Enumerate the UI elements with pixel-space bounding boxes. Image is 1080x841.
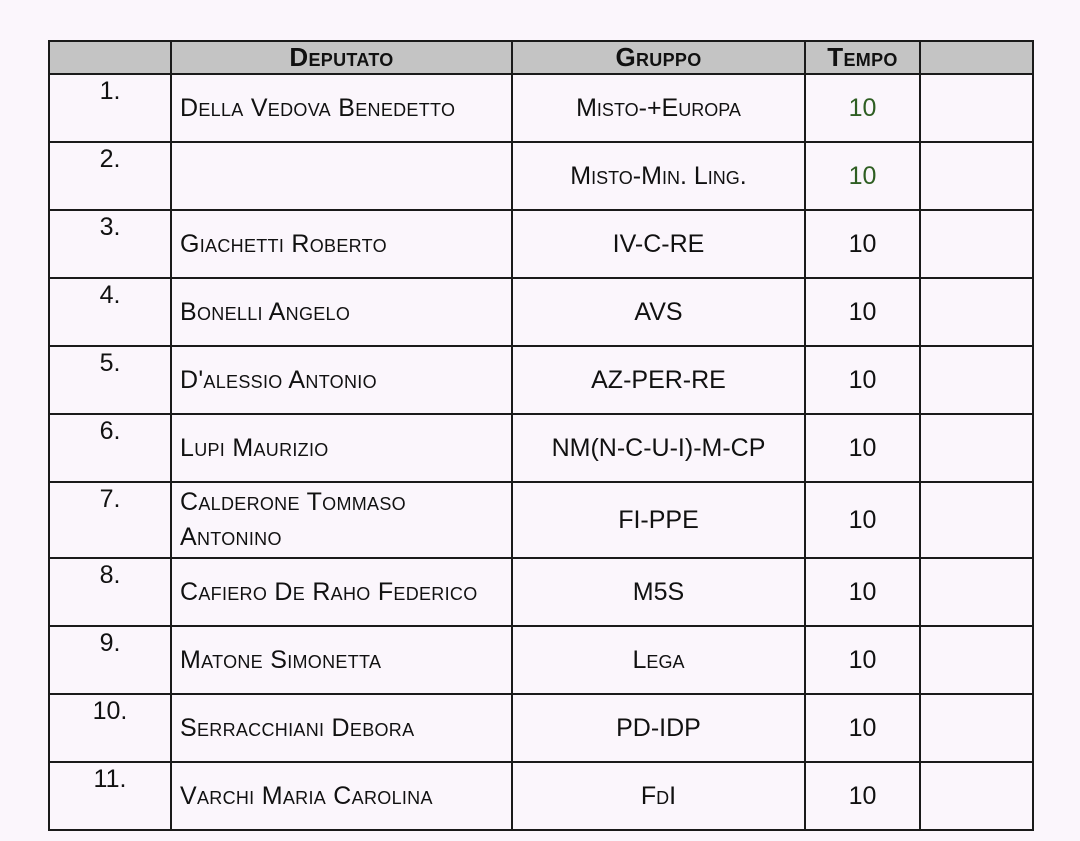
row-number: 1. xyxy=(49,74,171,142)
table-row xyxy=(49,558,1033,626)
extra-cell xyxy=(920,142,1033,210)
table-row xyxy=(49,414,1033,482)
time-value: 10 xyxy=(805,210,920,278)
header-extra xyxy=(920,41,1033,74)
deputy-name xyxy=(171,142,512,210)
time-value: 10 xyxy=(805,694,920,762)
extra-cell xyxy=(920,210,1033,278)
group-name: PD-IDP xyxy=(512,694,805,762)
speakers-table xyxy=(48,40,1034,831)
time-value: 10 xyxy=(805,346,920,414)
row-number: 10. xyxy=(49,694,171,762)
row-number: 7. xyxy=(49,482,171,558)
deputy-name: Matone Simonetta xyxy=(171,626,512,694)
group-name: NM(N-C-U-I)-M-CP xyxy=(512,414,805,482)
header-deputy: Deputato xyxy=(171,41,512,74)
extra-cell xyxy=(920,558,1033,626)
table-row xyxy=(49,346,1033,414)
group-name: Misto-+Europa xyxy=(512,74,805,142)
header-time: Tempo xyxy=(805,41,920,74)
time-value: 10 xyxy=(805,142,920,210)
table-row xyxy=(49,278,1033,346)
deputy-name: Giachetti Roberto xyxy=(171,210,512,278)
group-name: Misto-Min. Ling. xyxy=(512,142,805,210)
table-row xyxy=(49,762,1033,830)
deputy-name: Cafiero De Raho Federico xyxy=(171,558,512,626)
extra-cell xyxy=(920,762,1033,830)
table-row xyxy=(49,626,1033,694)
deputy-name: Bonelli Angelo xyxy=(171,278,512,346)
time-value: 10 xyxy=(805,762,920,830)
row-number: 4. xyxy=(49,278,171,346)
group-name: Lega xyxy=(512,626,805,694)
extra-cell xyxy=(920,346,1033,414)
group-name: AVS xyxy=(512,278,805,346)
row-number: 6. xyxy=(49,414,171,482)
time-value: 10 xyxy=(805,74,920,142)
row-number: 11. xyxy=(49,762,171,830)
deputy-name: D'alessio Antonio xyxy=(171,346,512,414)
row-number: 2. xyxy=(49,142,171,210)
time-value: 10 xyxy=(805,558,920,626)
table-row xyxy=(49,482,1033,558)
table-row xyxy=(49,694,1033,762)
time-value: 10 xyxy=(805,414,920,482)
header-group: Gruppo xyxy=(512,41,805,74)
deputy-name: Serracchiani Debora xyxy=(171,694,512,762)
row-number: 5. xyxy=(49,346,171,414)
deputy-name: Lupi Maurizio xyxy=(171,414,512,482)
table-row xyxy=(49,142,1033,210)
extra-cell xyxy=(920,626,1033,694)
group-name: FdI xyxy=(512,762,805,830)
deputy-name: Della Vedova Benedetto xyxy=(171,74,512,142)
deputy-name: Calderone Tommaso Antonino xyxy=(171,482,512,558)
time-value: 10 xyxy=(805,626,920,694)
row-number: 3. xyxy=(49,210,171,278)
deputy-name: Varchi Maria Carolina xyxy=(171,762,512,830)
group-name: FI-PPE xyxy=(512,482,805,558)
extra-cell xyxy=(920,414,1033,482)
row-number: 8. xyxy=(49,558,171,626)
extra-cell xyxy=(920,694,1033,762)
time-value: 10 xyxy=(805,482,920,558)
table-row xyxy=(49,74,1033,142)
table-header-row xyxy=(49,41,1033,74)
extra-cell xyxy=(920,74,1033,142)
table-row xyxy=(49,210,1033,278)
group-name: IV-C-RE xyxy=(512,210,805,278)
time-value: 10 xyxy=(805,278,920,346)
group-name: AZ-PER-RE xyxy=(512,346,805,414)
extra-cell xyxy=(920,482,1033,558)
row-number: 9. xyxy=(49,626,171,694)
header-number xyxy=(49,41,171,74)
extra-cell xyxy=(920,278,1033,346)
group-name: M5S xyxy=(512,558,805,626)
